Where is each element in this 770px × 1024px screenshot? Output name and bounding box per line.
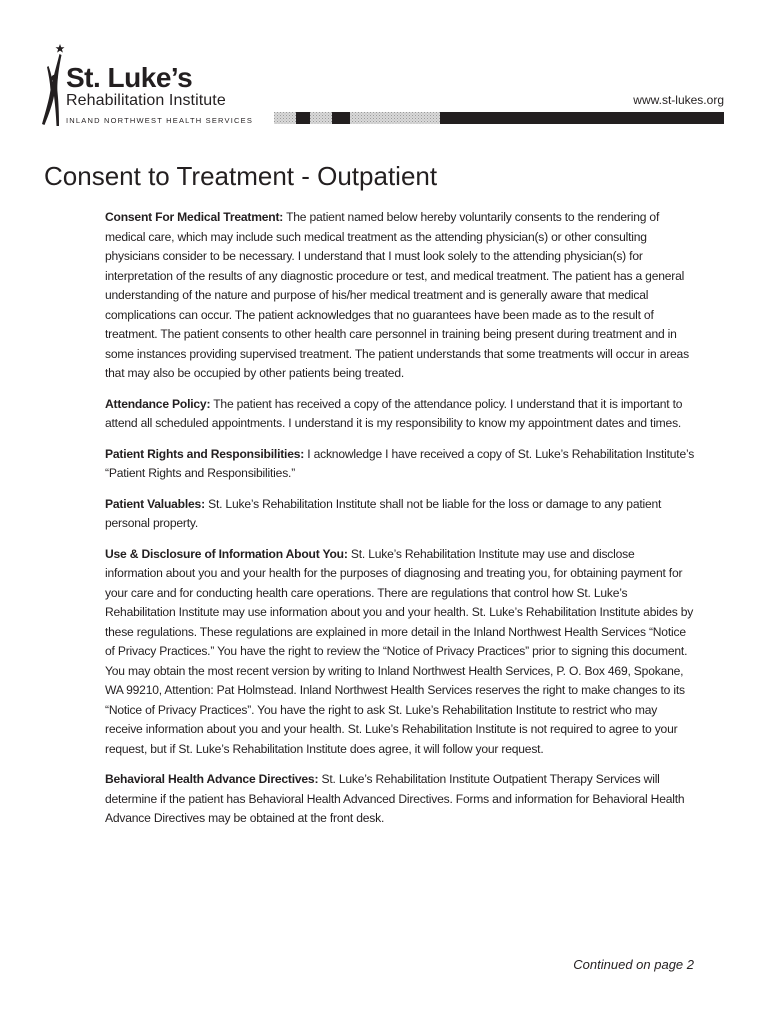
brand-name: St. Luke’s [66,62,193,93]
section-consent-medical-treatment [105,208,695,384]
section-heading: Use & Disclosure of Information About You: [105,546,348,561]
section-use-disclosure [105,545,695,760]
website-url: www.st-lukes.org [633,93,724,107]
page-title: Consent to Treatment - Outpatient [44,161,438,191]
header-decorative-bar [274,112,724,124]
logo-figure-icon [40,44,66,128]
continued-note: Continued on page 2 [573,957,694,972]
section-body: The patient named below hereby voluntarily consents to the rendering of medical care, which may include such medical treatment as the attending physician(s) or other consulting physicians consider to be necessary. I understand that I must look solely to the attending physician(s) for interpretation of the results of any diagnostic procedure or test, and medical treatment. The patient has a general understanding of the nature and purpose of his/her medical treatment and is generally aware that medical complications can occur. The patient acknowledges that no guarantees have been made as to the result of treatment. The patient consents to other health care personnel in training being present during treatment and in some instances providing supervised treatment. The patient understands that some treatments will occur in areas that may also be occupied by other patients being treated. [105,210,689,380]
section-body: St. Luke’s Rehabilitation Institute may use and disclose information about you and your health for the purposes of diagnosing and treating you, for obtaining payment for your care and for conducting health care operations. There are regulations that control how St. Luke’s Rehabilitation Institute may use information about you and your health. St. Luke’s Rehabilitation Institute abides by these regulations. These regulations are explained in more detail in the Inland Northwest Health Services “Notice of Privacy Practices.” You have the right to review the “Notice of Privacy Practices” prior to signing this document. You may obtain the most recent version by writing to Inland Northwest Health Services, P. O. Box 469, Spokane, WA 99210, Attention: Pat Holmstead. Inland Northwest Health Services reserves the right to make changes to its “Notice of Privacy Practices”. You have the right to ask St. Luke’s Rehabilitation Institute to restrict who may receive information about you and your health. St. Luke’s Rehabilitation Institute is not required to agree to your request, but if St. Luke’s Rehabilitation Institute does agree, it will follow your request. [105,546,694,756]
section-attendance-policy [105,395,695,434]
section-body: St. Luke’s Rehabilitation Institute shall not be liable for the loss or damage to any patient personal property. [105,496,662,530]
brand-tagline: INLAND NORTHWEST HEALTH SERVICES [66,116,254,125]
section-heading: Behavioral Health Advance Directives: [105,772,319,786]
section-patient-valuables [105,495,695,534]
section-body: I acknowledge I have received a copy of St. Luke’s Rehabilitation Institute’s “Patient Rights and Responsibilities.” [105,446,695,480]
section-patient-rights [105,445,695,484]
section-heading: Attendance Policy: [105,396,211,411]
page-header [0,0,770,140]
consent-body [105,208,695,840]
section-behavioral-health [105,770,695,829]
section-heading: Consent For Medical Treatment: [105,210,284,224]
section-heading: Patient Valuables: [105,496,205,511]
section-body: The patient has received a copy of the attendance policy. I understand that it is important to attend all scheduled appointments. I understand it is my responsibility to know my appointment dates and times. [105,396,683,430]
section-body: St. Luke’s Rehabilitation Institute Outpatient Therapy Services will determine if the patient has Behavioral Health Advanced Directives. Forms and information for Behavioral Health Advance Directives may be obtained at the front desk. [105,772,685,825]
brand-subtitle: Rehabilitation Institute [66,92,226,109]
section-heading: Patient Rights and Responsibilities: [105,446,305,461]
